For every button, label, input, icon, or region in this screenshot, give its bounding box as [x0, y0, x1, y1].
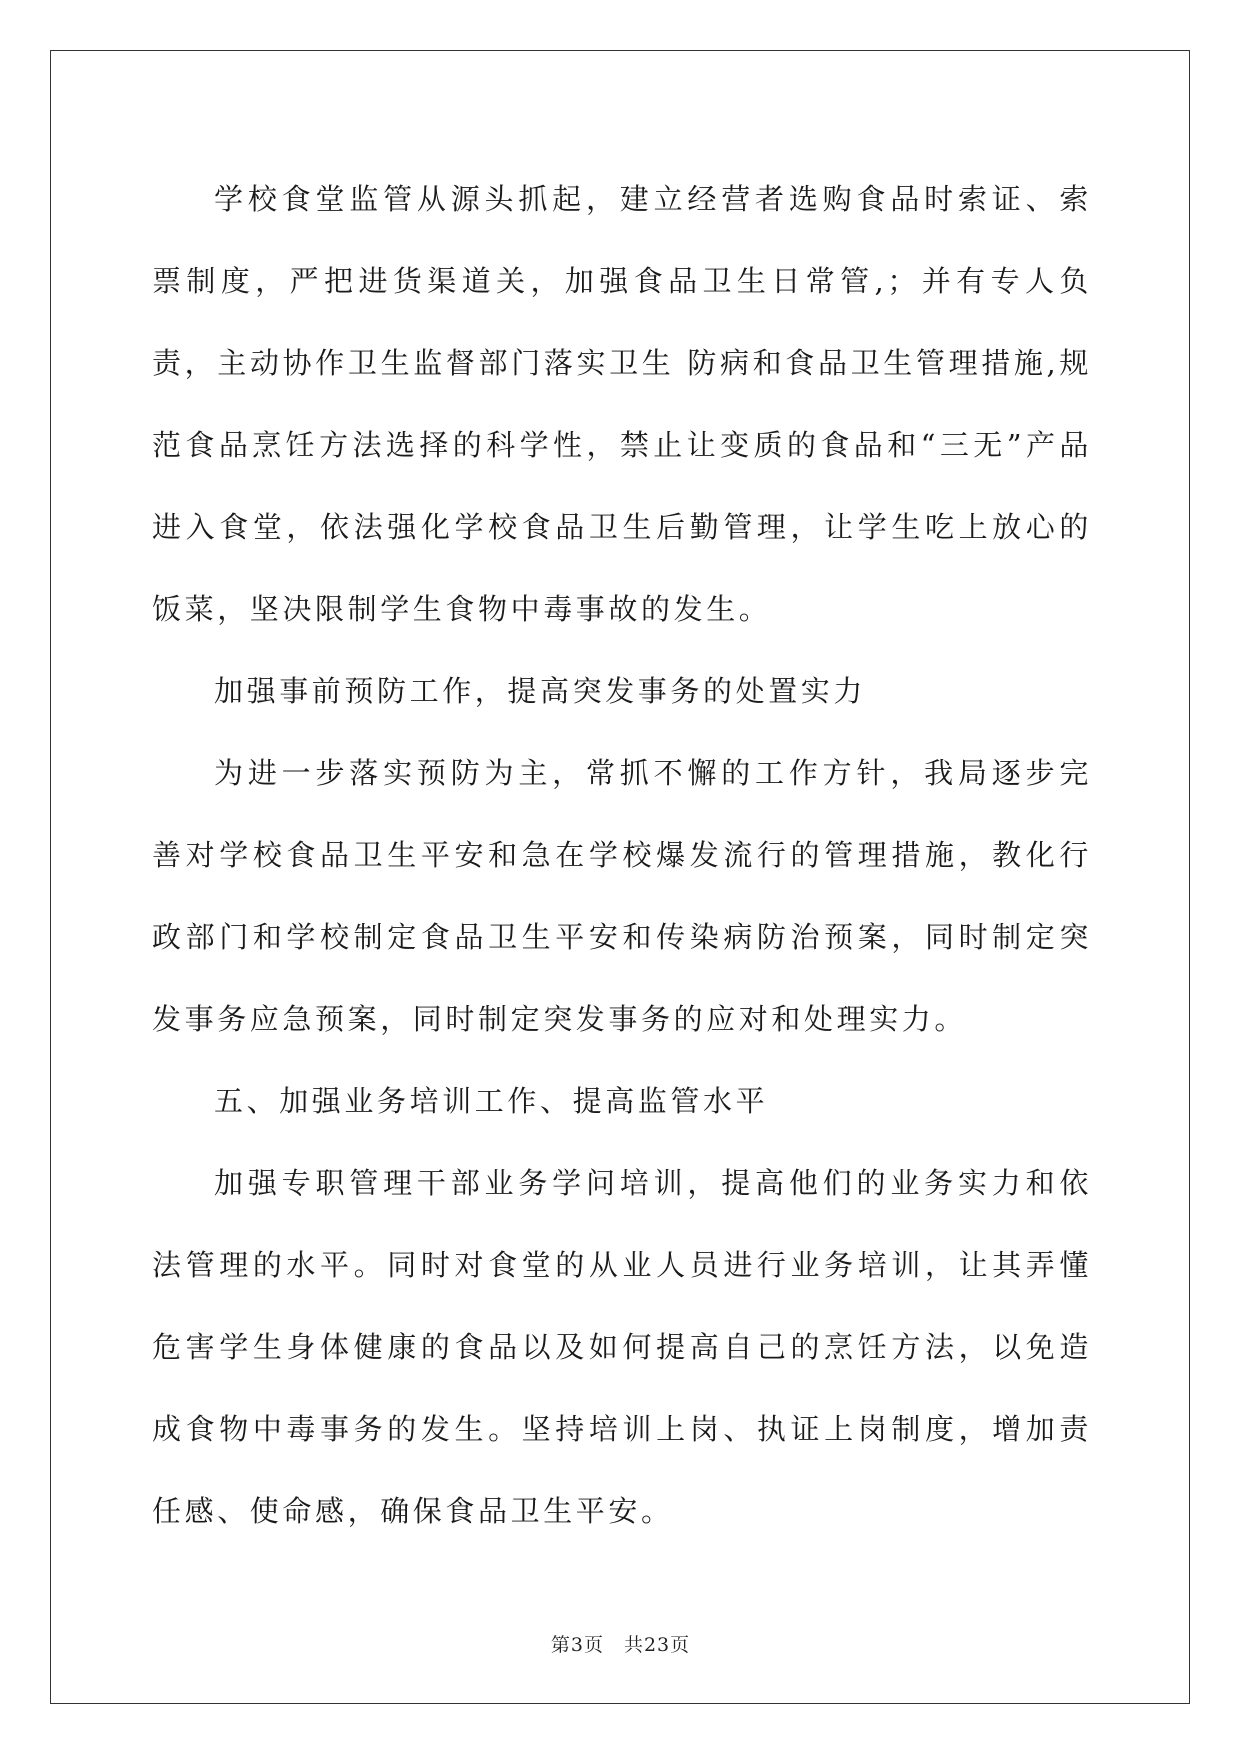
- paragraph-prevention-heading: 加强事前预防工作，提高突发事务的处置实力: [214, 674, 867, 708]
- paragraph-prevention-measures: 为进一步落实预防为主，常抓不懈的工作方针，我局逐步完善对学校食品卫生平安和急在学校爆发流行的管理措施，教化行政部门和学校制定食品卫生平安和传染病防治预案，同时制定突发事务应急预案，同时制定突发事务的应对和处理实力。: [152, 756, 1092, 1036]
- document-body: [152, 158, 1092, 1552]
- page-number-footer: 第3页 共23页: [550, 1634, 691, 1656]
- paragraph-canteen-supervision: 学校食堂监管从源头抓起，建立经营者选购食品时索证、索票制度，严把进货渠道关，加强食品卫生日常管,；并有专人负责，主动协作卫生监督部门落实卫生 防病和食品卫生管理措施,规范食品烹饪方法选择的科学性，禁止让变质的食品和“三无”产品进入食堂，依法强化学校食品卫生后勤管理，让学生吃上放心的饭菜，坚决限制学生食物中毒事故的发生。: [152, 182, 1092, 626]
- paragraph-training-heading: 五、加强业务培训工作、提高监管水平: [214, 1084, 769, 1118]
- paragraph-training-details: 加强专职管理干部业务学问培训，提高他们的业务实力和依法管理的水平。同时对食堂的从业人员进行业务培训，让其弄懂危害学生身体健康的食品以及如何提高自己的烹饪方法，以免造成食物中毒事务的发生。坚持培训上岗、执证上岗制度，增加责任感、使命感，确保食品卫生平安。: [152, 1166, 1092, 1528]
